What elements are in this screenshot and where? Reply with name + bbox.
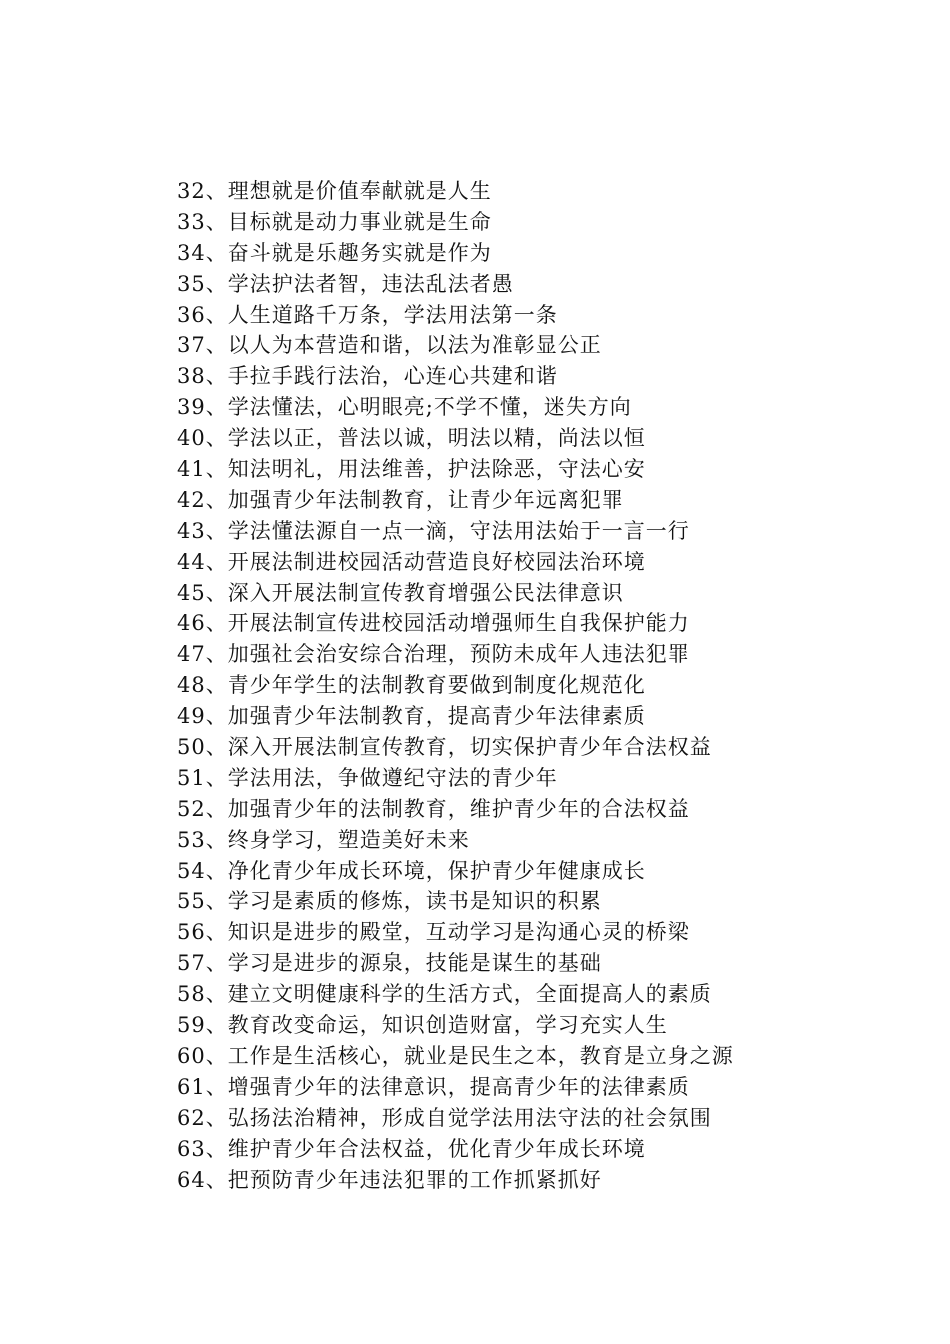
list-item: 57、学习是进步的源泉，技能是谋生的基础: [177, 951, 602, 976]
list-item: 64、把预防青少年违法犯罪的工作抓紧抓好: [177, 1167, 602, 1192]
list-item: 40、学法以正，普法以诚，明法以精，尚法以恒: [177, 426, 646, 451]
list-item: 55、学习是素质的修炼，读书是知识的积累: [177, 889, 602, 914]
list-item: 58、建立文明健康科学的生活方式，全面提高人的素质: [177, 982, 712, 1007]
list-item: 47、加强社会治安综合治理，预防未成年人违法犯罪: [177, 642, 690, 667]
list-item: 53、终身学习，塑造美好未来: [177, 827, 470, 852]
list-item: 45、深入开展法制宣传教育增强公民法律意识: [177, 580, 624, 605]
list-item: 42、加强青少年法制教育，让青少年远离犯罪: [177, 487, 624, 512]
slogan-list: [177, 176, 877, 1195]
list-item: 39、学法懂法，心明眼亮;不学不懂，迷失方向: [177, 395, 632, 420]
list-item: 33、目标就是动力事业就是生命: [177, 209, 492, 234]
list-item: 36、人生道路千万条，学法用法第一条: [177, 302, 558, 327]
list-item: 62、弘扬法治精神，形成自觉学法用法守法的社会氛围: [177, 1105, 712, 1130]
list-item: 60、工作是生活核心，就业是民生之本，教育是立身之源: [177, 1043, 734, 1068]
list-item: 43、学法懂法源自一点一滴，守法用法始于一言一行: [177, 518, 690, 543]
list-item: 48、青少年学生的法制教育要做到制度化规范化: [177, 673, 646, 698]
list-item: 46、开展法制宣传进校园活动增强师生自我保护能力: [177, 611, 690, 636]
list-item: 41、知法明礼，用法维善，护法除恶，守法心安: [177, 457, 646, 482]
list-item: 56、知识是进步的殿堂，互动学习是沟通心灵的桥梁: [177, 920, 690, 945]
list-item: 38、手拉手践行法治，心连心共建和谐: [177, 364, 558, 389]
list-item: 35、学法护法者智，违法乱法者愚: [177, 271, 514, 296]
list-item: 51、学法用法，争做遵纪守法的青少年: [177, 765, 558, 790]
list-item: 52、加强青少年的法制教育，维护青少年的合法权益: [177, 796, 690, 821]
list-item: 50、深入开展法制宣传教育，切实保护青少年合法权益: [177, 735, 712, 760]
list-item: 37、以人为本营造和谐，以法为准彰显公正: [177, 333, 602, 358]
list-item: 49、加强青少年法制教育，提高青少年法律素质: [177, 704, 646, 729]
list-item: 61、增强青少年的法律意识，提高青少年的法律素质: [177, 1074, 690, 1099]
list-item: 63、维护青少年合法权益，优化青少年成长环境: [177, 1136, 646, 1161]
list-item: 34、奋斗就是乐趣务实就是作为: [177, 240, 492, 265]
list-item: 44、开展法制进校园活动营造良好校园法治环境: [177, 549, 646, 574]
list-item: 59、教育改变命运，知识创造财富，学习充实人生: [177, 1013, 668, 1038]
list-item: 54、净化青少年成长环境，保护青少年健康成长: [177, 858, 646, 883]
list-item: 32、理想就是价值奉献就是人生: [177, 179, 492, 203]
